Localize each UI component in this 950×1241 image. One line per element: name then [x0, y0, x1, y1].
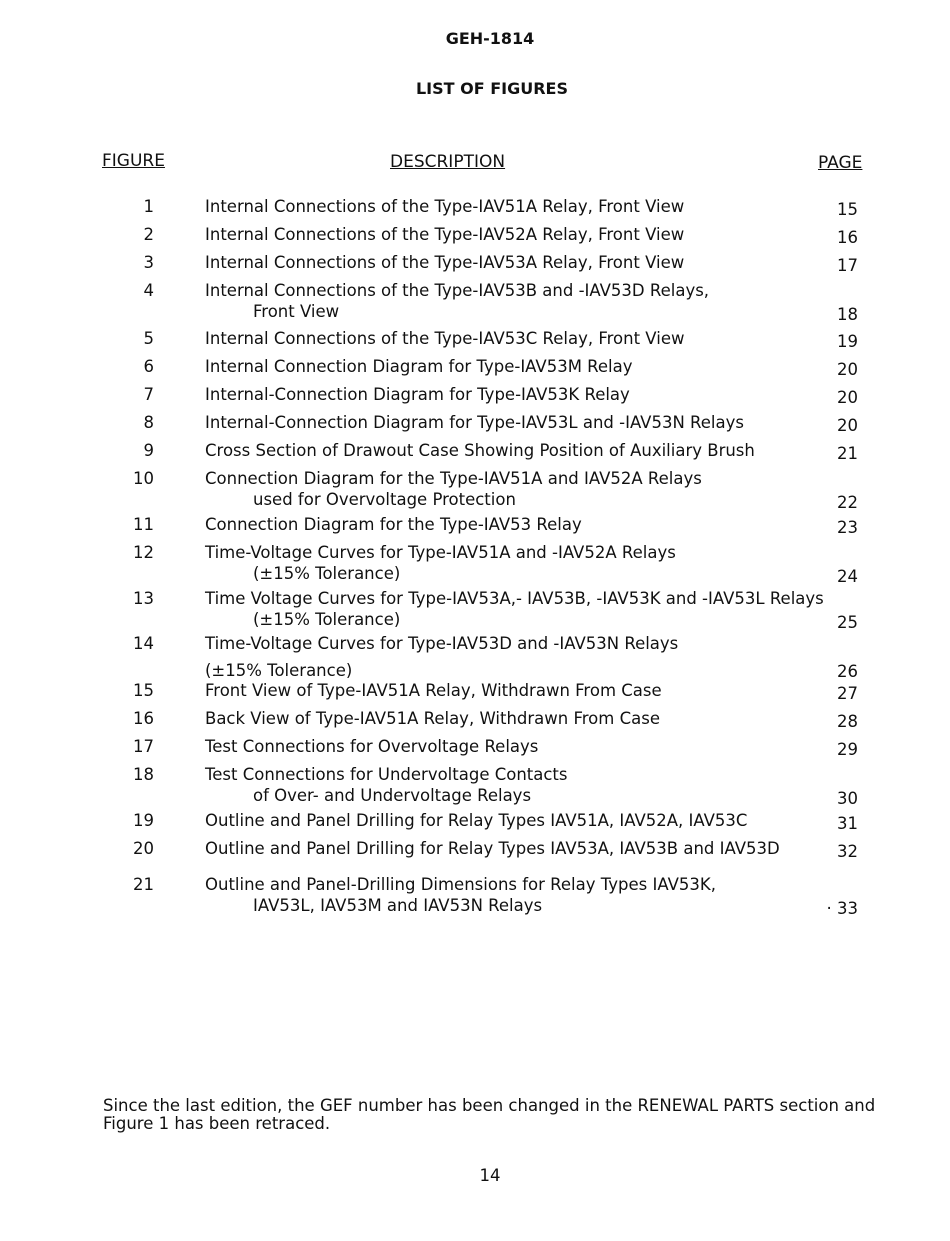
figure-description: Internal-Connection Diagram for Type-IAV53K Relay [205, 385, 630, 404]
figure-entry [0, 708, 950, 730]
figure-entry [0, 280, 950, 324]
figure-entry [0, 356, 950, 378]
figure-description-continued: IAV53L, IAV53M and IAV53N Relays [253, 896, 543, 915]
figure-entry [0, 810, 950, 832]
figure-description: Time Voltage Curves for Type-IAV53A,- IAV53B, -IAV53K and -IAV53L Relays [205, 589, 824, 608]
figure-description: Outline and Panel Drilling for Relay Types IAV53A, IAV53B and IAV53D [205, 839, 780, 858]
figure-description: Time-Voltage Curves for Type-IAV51A and -IAV52A Relays [205, 543, 676, 562]
figure-entry [0, 542, 950, 586]
figure-number: 6 [143, 357, 154, 376]
figure-number: 21 [133, 875, 154, 894]
figure-entry [0, 680, 950, 702]
figure-description-continued: (±15% Tolerance) [205, 661, 353, 680]
page-number: 14 [479, 1166, 501, 1185]
figure-entry [0, 514, 950, 536]
list-title: LIST OF FIGURES [415, 79, 569, 98]
figure-number: 18 [133, 765, 154, 784]
figure-entry [0, 328, 950, 350]
figure-entry [0, 468, 950, 512]
figure-entry [0, 874, 950, 918]
figure-page: 22 [837, 493, 858, 512]
figure-description: Internal Connection Diagram for Type-IAV53M Relay [205, 357, 633, 376]
figure-number: 8 [143, 413, 154, 432]
revision-note: Since the last edition, the GEF number has been changed in the RENEWAL PARTS section and Figure 1 has been retraced. [103, 1096, 876, 1133]
figure-description: Back View of Type-IAV51A Relay, Withdrawn From Case [205, 709, 660, 728]
figure-description: Test Connections for Overvoltage Relays [205, 737, 539, 756]
figure-page: 28 [837, 712, 858, 731]
figure-description: Internal Connections of the Type-IAV51A Relay, Front View [205, 197, 685, 216]
figure-description: Time-Voltage Curves for Type-IAV53D and -IAV53N Relays [205, 634, 679, 653]
figure-number: 13 [133, 589, 154, 608]
figure-entry [0, 838, 950, 860]
figure-description-continued: Front View [253, 302, 340, 321]
figure-entry [0, 224, 950, 246]
figure-number: 16 [133, 709, 154, 728]
figure-description-continued: (±15% Tolerance) [253, 610, 401, 629]
figure-number: 7 [143, 385, 154, 404]
figure-entry [0, 196, 950, 218]
figure-number: 1 [143, 197, 154, 216]
figure-number: 15 [133, 681, 154, 700]
column-header-figure: FIGURE [102, 151, 165, 171]
figure-number: 17 [133, 737, 154, 756]
figure-entry [0, 412, 950, 434]
figure-entry [0, 252, 950, 274]
figure-page: · 33 [826, 899, 858, 918]
figure-description-continued: used for Overvoltage Protection [253, 490, 516, 509]
figure-entry [0, 764, 950, 808]
figure-description: Outline and Panel Drilling for Relay Types IAV51A, IAV52A, IAV53C [205, 811, 748, 830]
figure-page: 30 [837, 789, 858, 808]
figure-number: 2 [143, 225, 154, 244]
figure-page: 25 [837, 613, 858, 632]
figure-page: 20 [837, 360, 858, 379]
column-header-description: DESCRIPTION [390, 152, 506, 172]
figure-page: 20 [837, 416, 858, 435]
figure-number: 10 [133, 469, 154, 488]
figure-number: 11 [133, 515, 154, 534]
figure-description: Internal Connections of the Type-IAV53A Relay, Front View [205, 253, 685, 272]
figure-entry [0, 588, 950, 632]
figure-description: Internal Connections of the Type-IAV53B and -IAV53D Relays, [205, 281, 710, 300]
figure-page: 27 [837, 684, 858, 703]
figure-number: 9 [143, 441, 154, 460]
figure-page: 21 [837, 444, 858, 463]
figure-description-continued: (±15% Tolerance) [253, 564, 401, 583]
figure-entry [0, 736, 950, 758]
figure-page: 31 [837, 814, 858, 833]
figure-number: 4 [143, 281, 154, 300]
figure-description: Outline and Panel-Drilling Dimensions for Relay Types IAV53K, [205, 875, 716, 894]
figure-entry [0, 440, 950, 462]
figure-page: 23 [837, 518, 858, 537]
figure-description: Cross Section of Drawout Case Showing Position of Auxiliary Brush [205, 441, 755, 460]
figure-page: 24 [837, 567, 858, 586]
figure-number: 3 [143, 253, 154, 272]
figure-description: Internal-Connection Diagram for Type-IAV53L and -IAV53N Relays [205, 413, 744, 432]
figure-page: 32 [837, 842, 858, 861]
figure-description: Internal Connections of the Type-IAV53C Relay, Front View [205, 329, 685, 348]
column-header-page: PAGE [818, 153, 863, 173]
figure-page: 16 [837, 228, 858, 247]
figure-page: 19 [837, 332, 858, 351]
figure-page: 29 [837, 740, 858, 759]
figure-description: Internal Connections of the Type-IAV52A Relay, Front View [205, 225, 685, 244]
figure-number: 19 [133, 811, 154, 830]
figure-page: 20 [837, 388, 858, 407]
figure-number: 20 [133, 839, 154, 858]
figure-page: 15 [837, 200, 858, 219]
figure-description: Connection Diagram for the Type-IAV51A and IAV52A Relays [205, 469, 702, 488]
figure-number: 12 [133, 543, 154, 562]
figure-number: 14 [133, 634, 154, 653]
figure-page: 17 [837, 256, 858, 275]
figure-description: Connection Diagram for the Type-IAV53 Relay [205, 515, 582, 534]
figure-page: 26 [837, 662, 858, 681]
figure-page: 18 [837, 305, 858, 324]
figure-number: 5 [143, 329, 154, 348]
document-number: GEH-1814 [445, 29, 535, 48]
figure-description: Front View of Type-IAV51A Relay, Withdrawn From Case [205, 681, 662, 700]
figure-description: Test Connections for Undervoltage Contacts [205, 765, 568, 784]
figure-entry [0, 384, 950, 406]
figure-description-continued: of Over- and Undervoltage Relays [253, 786, 532, 805]
figure-entry [0, 633, 950, 681]
